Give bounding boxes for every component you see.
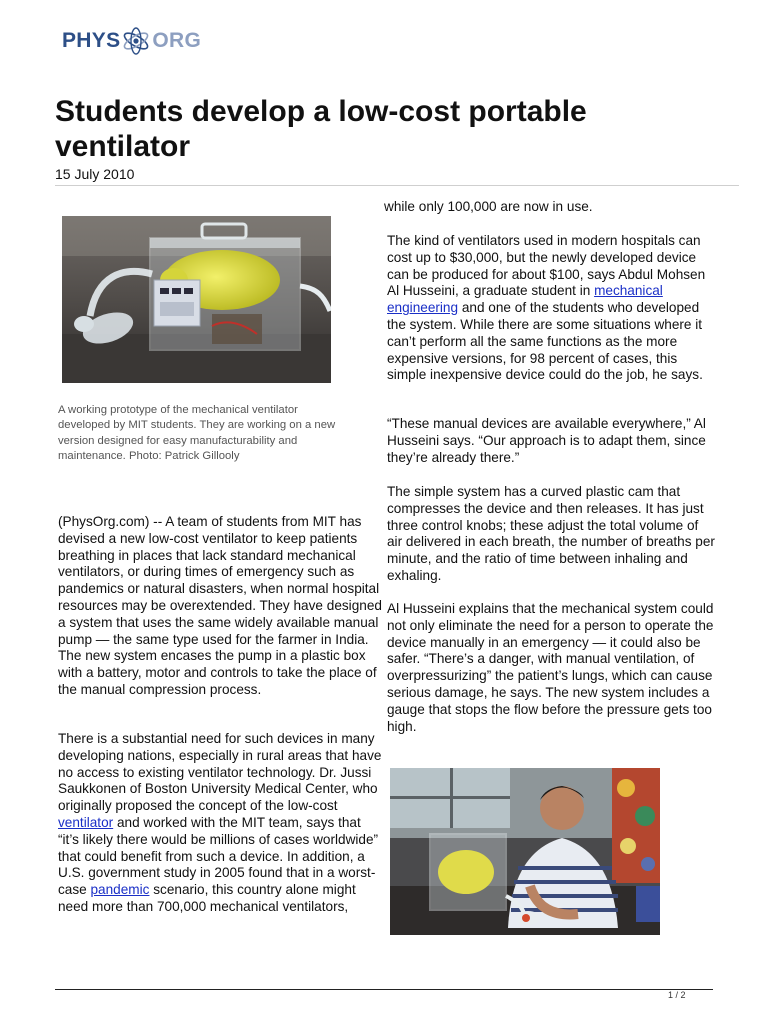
paragraph-text: and one of the students who developed the system. While there are some situations where it can’t perform all the same functions as the more expensive versions, for 98 percent of cases, this simple inexpensive device could do the job, he says.	[387, 300, 703, 383]
article-paragraph: (PhysOrg.com) -- A team of students from MIT has devised a new low-cost ventilator to keep patients breathing in places that lack standard mechanical ventilators, or during times of emergency such as pandemics or natural disasters, when normal hospital resources may be overextended. They have designed a system that uses the same widely available manual pump — the same type used for the farmer in India. The new system encases the pump in a plastic box with a battery, motor and controls to take the place of the manual compression process.	[58, 514, 382, 697]
article-paragraph: Al Husseini explains that the mechanical system could not only eliminate the need for a person to operate the device manually in an emergency — it could also be safer. “There’s a danger, with manual ventilation, of overpressurizing” the patient’s lungs, which can cause serious damage, he says. The new system includes a gauge that stops the flow before the pressure gets too high.	[387, 601, 714, 734]
header-divider	[55, 185, 739, 186]
article-paragraph: The simple system has a curved plastic cam that compresses the device and then releases. It has just three control knobs; these adjust the total volume of air delivered in each breath, the number of breaths per minute, and the ratio of time between inhaling and exhaling.	[387, 484, 715, 583]
paragraph-text: The kind of ventilators used in modern hospitals can cost up to $30,000, but the newly developed device can be produced for about $100, says Abdul Mohsen Al Husseini, a graduate student in	[387, 233, 706, 299]
paragraph-text: There is a substantial need for such devices in many developing nations, especially in rural areas that have no access to existing ventilator technology. Dr. Jussi Saukkonen of Boston University Medical Center, who originally proposed the concept of the low-cost	[58, 731, 382, 814]
ventilator-prototype-photo	[62, 216, 331, 383]
logo-text-org: ORG	[152, 29, 202, 52]
student-with-ventilator-photo	[390, 768, 660, 935]
page-number: 1 / 2	[668, 990, 686, 1000]
article-title: Students develop a low-cost portable ventilator	[55, 95, 587, 163]
mechanical-engineering-link[interactable]: mechanical engineering	[387, 283, 663, 316]
article-paragraph: “These manual devices are available everywhere,” Al Husseini says. “Our approach is to adapt them, since they’re already there.”	[387, 416, 706, 465]
article-paragraph	[387, 233, 717, 384]
logo-text-phys: PHYS	[62, 29, 121, 52]
article-date: 15 July 2010	[55, 166, 135, 182]
paragraph-text: scenario, this country alone might need more than 700,000 mechanical ventilators,	[58, 882, 356, 914]
atom-icon	[121, 25, 151, 57]
ventilator-link[interactable]: ventilator	[58, 814, 114, 830]
article-paragraph	[58, 731, 383, 916]
site-logo[interactable]	[62, 24, 201, 58]
article-paragraph: while only 100,000 are now in use.	[384, 199, 593, 214]
photo-caption: A working prototype of the mechanical ventilator developed by MIT students. They are working on a new version designed for easy manufacturability and maintenance. Photo: Patrick Gillooly	[58, 404, 336, 462]
paragraph-text: and worked with the MIT team, says that “it’s likely there would be millions of cases worldwide” that could benefit from such a device. In addition, a U.S. government study in 2005 found that in a worst-case	[58, 814, 379, 898]
footer-divider	[55, 989, 713, 990]
pandemic-link[interactable]: pandemic	[90, 882, 150, 898]
